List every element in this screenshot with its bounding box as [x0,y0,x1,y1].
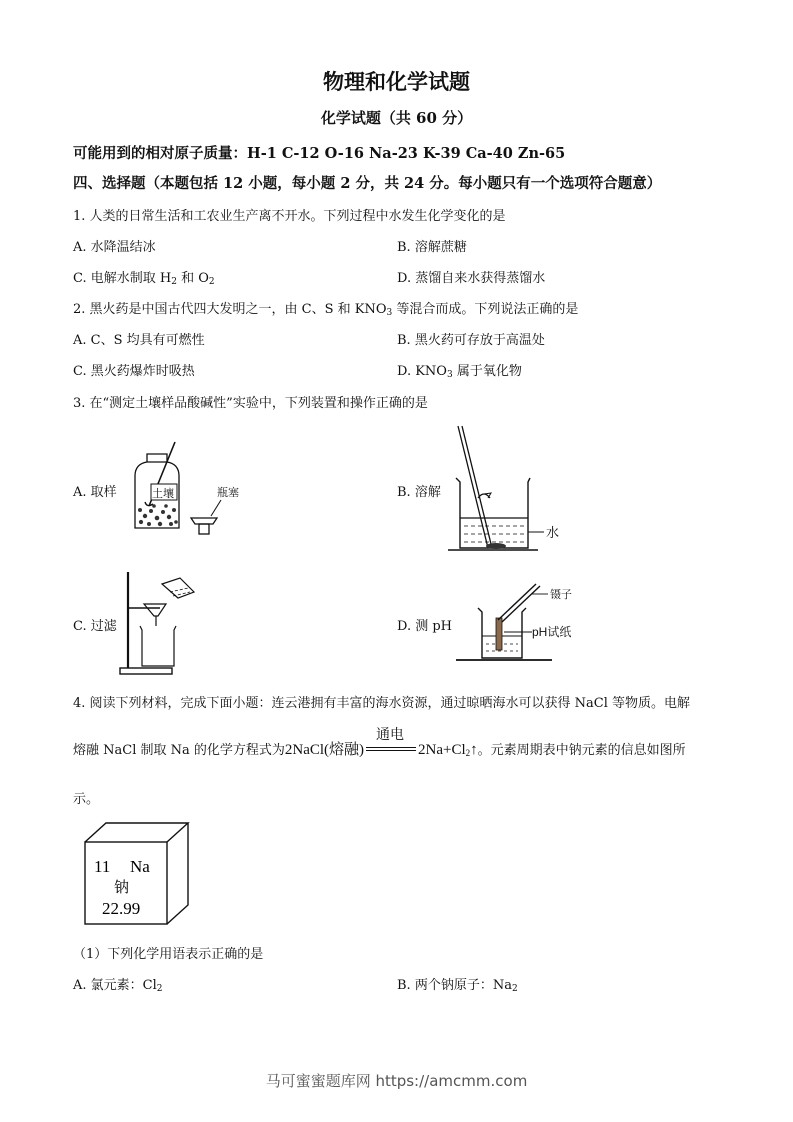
stopper-label: 瓶塞 [217,486,239,499]
water-label: 水 [546,526,560,541]
soil-label: 土壤 [152,487,174,500]
sodium-element-box [84,822,190,926]
page-title: 物理和化学试题 [323,69,470,94]
question-1-stem: 1. 人类的日常生活和工农业生产离不开水。下列过程中水发生化学变化的是 [73,209,506,224]
equation-left: 2NaCl(熔融) [284,742,365,758]
element-symbol: Na [130,857,150,876]
element-name: 钠 [114,878,130,896]
equation-right: $2Na+Cl_2↑$ [418,742,478,758]
section-heading: 四、选择题（本题包括 12 小题，每小题 2 分，共 24 分。每小题只有一个选项符合题意） [73,175,662,192]
q4-sub1-option-a: A. 氯元素：$Cl_2$ [73,978,163,994]
figure-take-sample [125,438,285,538]
q4-sub1-stem: （1）下列化学用语表示正确的是 [73,947,264,962]
q3-option-a: A. 取样 [73,485,117,500]
q1-option-d: D. 蒸馏自来水获得蒸馏水 [397,271,546,286]
equation-arrow [364,726,418,756]
q2-option-a: A. C、S 均具有可燃性 [73,333,205,348]
q3-option-d: D. 测 pH [397,619,453,634]
q2-option-c: C. 黑火药爆炸时吸热 [73,364,195,379]
element-number: 11 [94,857,111,876]
figure-filtration [118,568,208,676]
q1-option-c: C. 电解水制取 $H_2$ 和 $O_2$ [73,271,215,287]
tweezers-label: 镊子 [550,588,572,601]
q1-option-a: A. 水降温结冰 [73,240,156,255]
atomic-mass-line: 可能用到的相对原子质量：H-1 C-12 O-16 Na-23 K-39 Ca-40 Zn-65 [73,145,566,162]
figure-ph-test [452,578,602,666]
question-2-stem: 2. 黑火药是中国古代四大发明之一，由 C、S 和 $KNO_3$ 等混合而成。下列说法正确的是 [73,302,579,318]
ph-paper-label: pH试纸 [532,625,572,639]
equation-condition: 通电 [376,726,405,743]
question-4-line3: 示。 [73,792,100,807]
figure-dissolve [444,422,594,557]
q3-option-b: B. 溶解 [397,485,441,500]
question-3-stem: 3. 在“测定土壤样品酸碱性”实验中，下列装置和操作正确的是 [73,396,428,411]
element-mass: 22.99 [102,899,141,918]
q3-option-c: C. 过滤 [73,619,117,634]
q2-option-d: D. $KNO_3$ 属于氧化物 [397,364,522,380]
q2-option-b: B. 黑火药可存放于高温处 [397,333,545,348]
question-4-line2: 熔融 NaCl 制取 Na 的化学方程式为2NaCl(熔融) 通电 $2Na+Cl_2↑$。元素周期表中钠元素的信息如图所 [73,738,686,759]
page-subtitle: 化学试题（共 60 分） [320,109,473,127]
question-4-line1: 4. 阅读下列材料，完成下面小题：连云港拥有丰富的海水资源，通过晾晒海水可以获得 NaCl 等物质。电解 [73,696,691,711]
q1-option-b: B. 溶解蔗糖 [397,240,467,255]
footer-watermark: 马可蜜蜜题库网 https://amcmm.com [265,1072,528,1090]
q4-sub1-option-b: B. 两个钠原子：$Na_2$ [397,978,518,994]
